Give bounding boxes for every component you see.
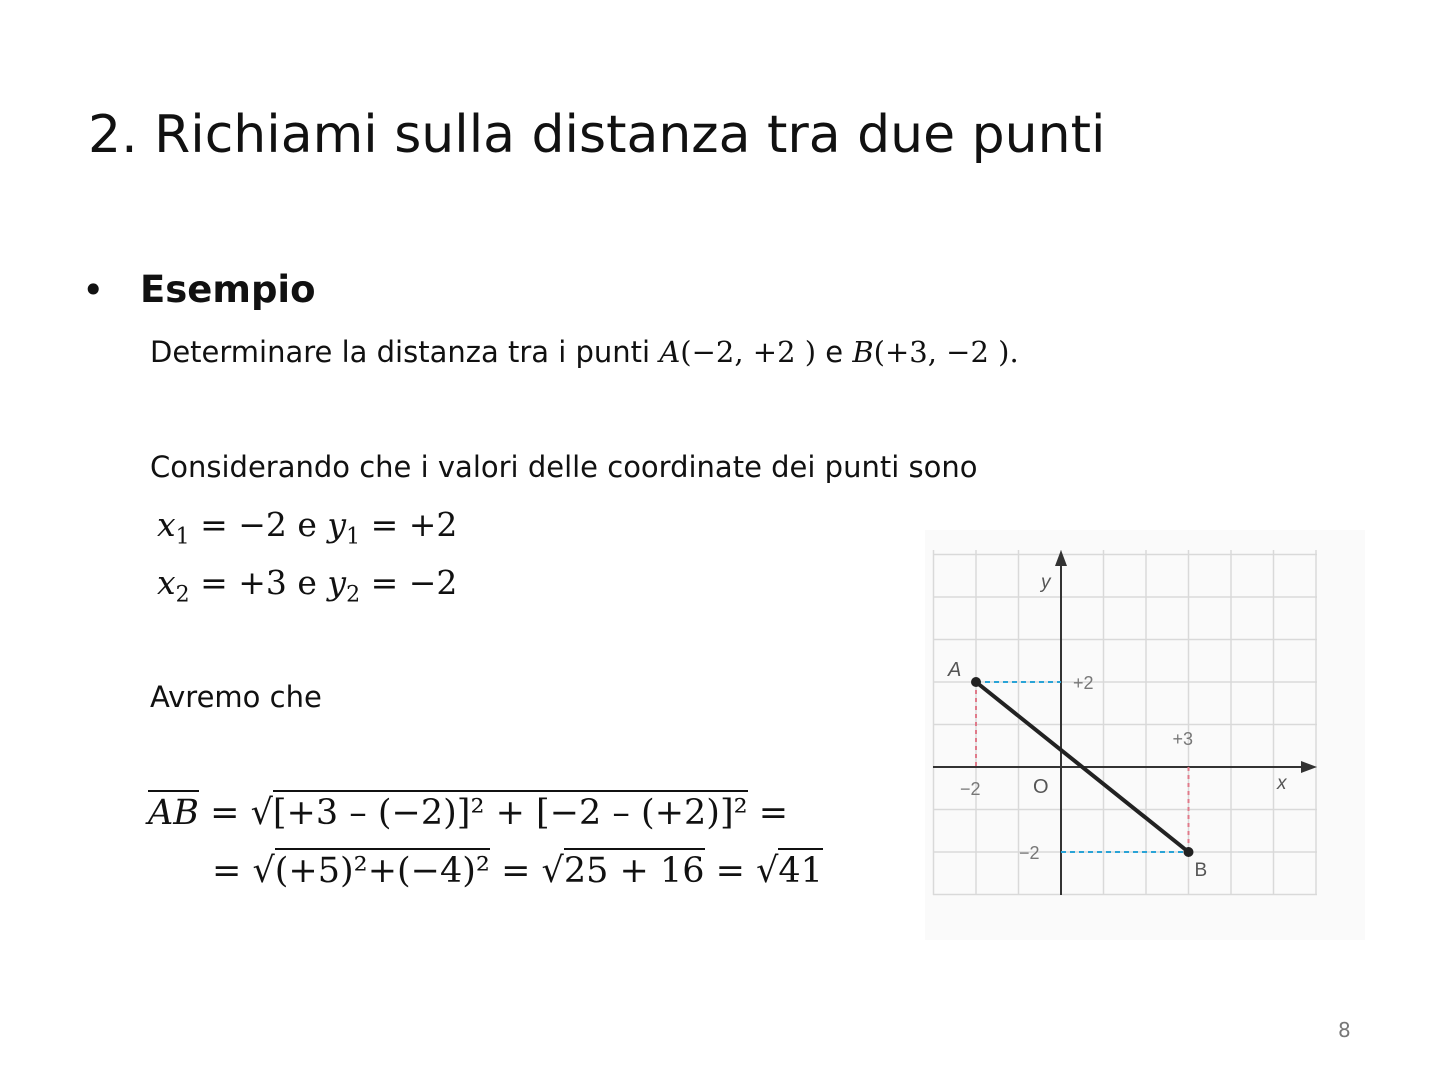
formula1-tail: = xyxy=(747,793,789,833)
y1-val: = +2 xyxy=(360,505,458,544)
x1-val: = −2 xyxy=(189,505,298,544)
tick-y-positive: +2 xyxy=(1073,673,1094,693)
x1-var: x xyxy=(157,505,176,544)
point-b-coords: (+3, −2 ). xyxy=(873,335,1019,369)
tick-x-negative: −2 xyxy=(960,779,981,799)
and-2: e xyxy=(297,563,328,602)
coordinate-plane-figure xyxy=(925,530,1365,944)
x1-sub: 1 xyxy=(175,524,190,550)
formula2-result: 41 xyxy=(778,848,823,891)
y1-var: y xyxy=(327,505,347,544)
distance-formula-line-2 xyxy=(212,846,823,896)
point-a-text: A xyxy=(948,659,962,681)
sqrt-symbol-4: √ xyxy=(756,851,779,891)
sqrt-symbol-1: √ xyxy=(250,793,273,833)
formula2-eq: = xyxy=(212,851,253,891)
y2-var: y xyxy=(327,563,347,602)
distance-formula-line-1 xyxy=(148,788,788,838)
bullet-marker: • xyxy=(82,268,105,312)
formula2-mid: = xyxy=(489,851,542,891)
point-b-text: B xyxy=(1194,860,1208,881)
point-b-marker xyxy=(1184,847,1194,857)
y2-val: = −2 xyxy=(360,563,458,602)
point-a-label: A xyxy=(659,335,681,369)
and-1: e xyxy=(297,505,328,544)
point-a-coords: (−2, +2 ) xyxy=(680,335,817,369)
formula1-radicand: [+3 – (−2)]² + [−2 – (+2)]² xyxy=(273,790,748,833)
tick-y-negative: −2 xyxy=(1019,843,1040,863)
segment-ab: AB xyxy=(148,790,199,833)
x2-val: = +3 xyxy=(189,563,298,602)
origin-text: O xyxy=(1033,776,1049,798)
x-axis-label: x xyxy=(1277,773,1287,794)
x2-var: x xyxy=(157,563,176,602)
slide-title: 2. Richiami sulla distanza tra due punti xyxy=(88,105,1106,165)
formula2-mid-2: = xyxy=(704,851,757,891)
sqrt-symbol-2: √ xyxy=(252,851,275,891)
avremo-text: Avremo che xyxy=(150,680,322,714)
bullet-heading: Esempio xyxy=(140,268,316,311)
formula1-eq: = xyxy=(199,793,251,833)
problem-statement xyxy=(150,332,1019,372)
formula2-radicand-2: 25 + 16 xyxy=(564,848,705,891)
page-number: 8 xyxy=(1338,1018,1351,1042)
point-a-marker xyxy=(971,677,981,687)
sqrt-symbol-3: √ xyxy=(541,851,564,891)
y-axis-label: y xyxy=(1041,572,1051,593)
formula2-radicand: (+5)²+(−4)² xyxy=(275,848,490,891)
figure-background xyxy=(925,530,1365,940)
coordinate-plane xyxy=(925,530,1365,940)
coord-line-2 xyxy=(157,561,457,618)
y2-sub: 2 xyxy=(346,582,361,608)
y1-sub: 1 xyxy=(346,524,361,550)
coord-line-1 xyxy=(157,503,457,560)
point-b-label: B xyxy=(852,335,874,369)
considering-text: Considerando che i valori delle coordinate dei punti sono xyxy=(150,450,978,484)
problem-and: e xyxy=(816,335,853,369)
x2-sub: 2 xyxy=(175,582,190,608)
problem-prefix: Determinare la distanza tra i punti xyxy=(150,335,660,369)
tick-x-positive: +3 xyxy=(1172,729,1194,749)
